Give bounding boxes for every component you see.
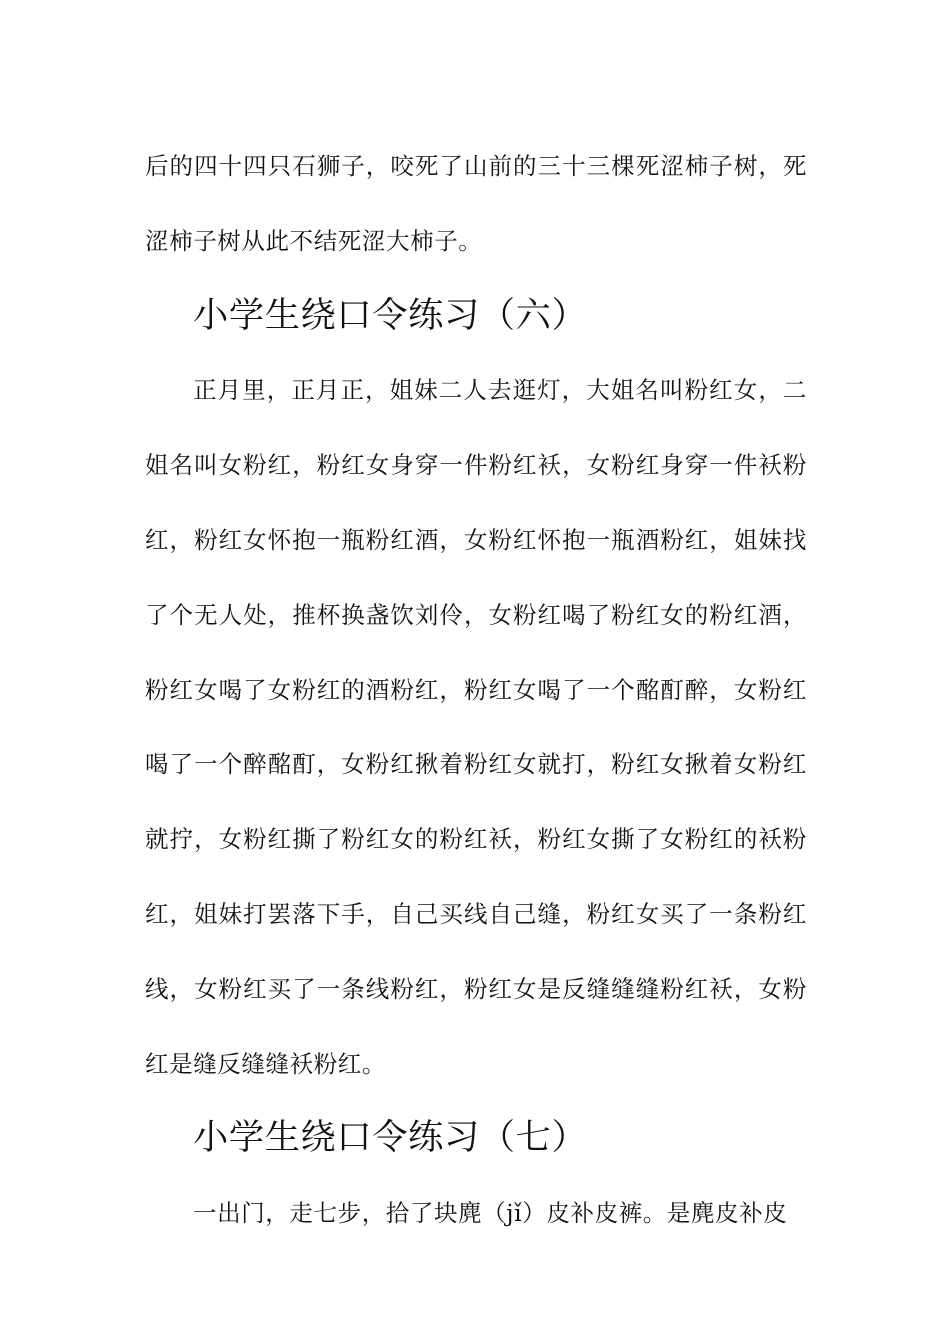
document-body [145,129,807,1251]
section-heading-six: 小学生绕口令练习（六） [193,294,588,336]
paragraph-tongue-twister-six: 正月里，正月正，姐妹二人去逛灯，大姐名叫粉红女，二姐名叫女粉红，粉红女身穿一件粉红袄，女粉红身穿一件袄粉红，粉红女怀抱一瓶粉红酒，女粉红怀抱一瓶酒粉红，姐妹找了个无人处，推杯换盏饮刘伶，女粉红喝了粉红女的粉红酒，粉红女喝了女粉红的酒粉红，粉红女喝了一个酩酊醉，女粉红喝了一个醉酩酊，女粉红揪着粉红女就打，粉红女揪着女粉红就拧，女粉红撕了粉红女的粉红袄，粉红女撕了女粉红的袄粉红，姐妹打罢落下手，自己买线自己缝，粉红女买了一条粉红线，女粉红买了一条线粉红，粉红女是反缝缝缝粉红袄，女粉红是缝反缝缝袄粉红。 [145,376,807,1078]
section-heading-seven: 小学生绕口令练习（七） [193,1117,588,1159]
paragraph-continuation: 后的四十四只石狮子，咬死了山前的三十三棵死涩柿子树，死涩柿子树从此不结死涩大柿子。 [145,152,807,255]
paragraph-tongue-twister-seven: 一出门，走七步，拾了块麂（jǐ）皮补皮裤。是麂皮补皮 [193,1199,788,1228]
